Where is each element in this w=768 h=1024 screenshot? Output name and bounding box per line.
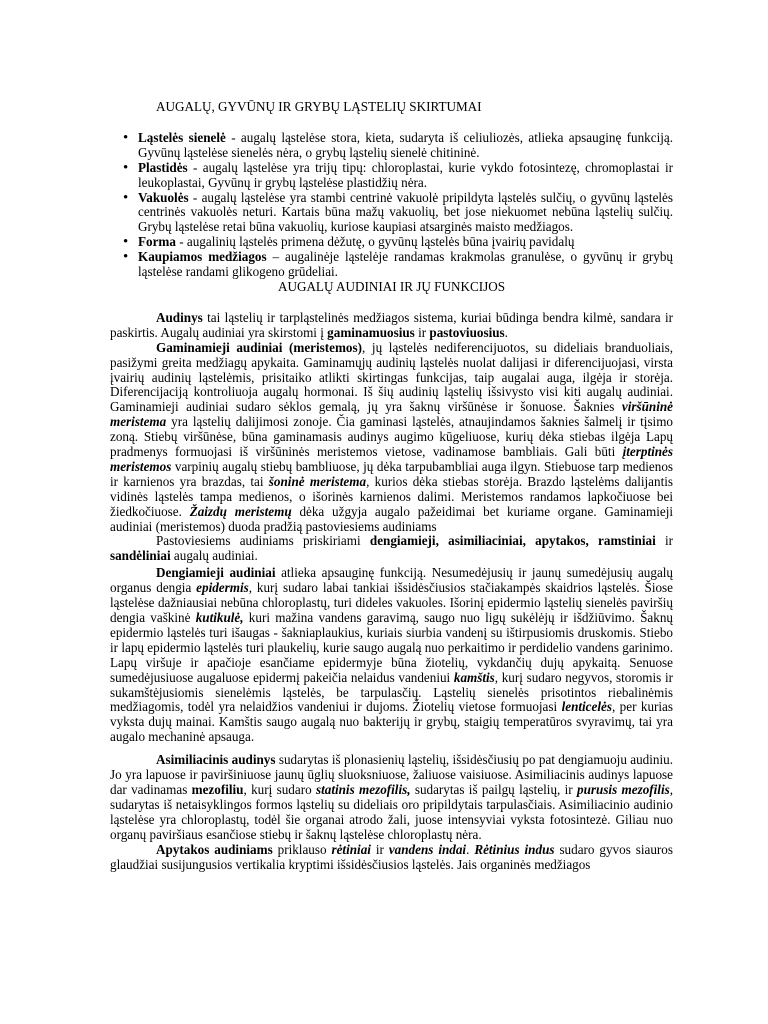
section-title-cell-differences: AUGALŲ, GYVŪNŲ IR GRYBŲ LĄSTELIŲ SKIRTUMAI: [156, 99, 482, 114]
bold-term: sandėliniai: [110, 548, 171, 564]
bold-italic-term: įterptinės meristemos: [110, 444, 673, 474]
bold-term: Apytakos audiniams: [156, 841, 273, 857]
bold-italic-term: Rėtinius indus: [474, 841, 555, 857]
text: ir: [414, 324, 430, 340]
list-item-term: Plastidės: [138, 159, 188, 175]
list-item-text: – augalinėje ląstelėje randamas krakmolas granulėse, o gyvūnų ir grybų ląstelėse randami glikogeno grūdeliai.: [138, 249, 673, 280]
paragraph-meristems: [110, 341, 673, 535]
text: sudarytas iš pailgų ląstelių, ir: [410, 781, 578, 797]
text: , kurios dėka stiebas storėja. Brazdo ląstelėms dalijantis vidinės ląstelės tampa medienos, o išorinės karnienos dalimi. Meristemos randamos lapkočiuose bei žiedkočiuose.: [110, 473, 673, 519]
bold-term: Dengiamieji audiniai: [156, 565, 276, 581]
bold-italic-term: šoninė meristema: [268, 473, 367, 489]
bold-term: gaminamuosius: [327, 324, 415, 340]
bold-italic-term: statinis mezofilis,: [315, 781, 411, 797]
list-item: [138, 250, 673, 280]
text: augalų audiniai.: [170, 548, 258, 564]
text: sudarytas iš plonasienių ląstelių, išsidėsčiusių po pat dengiamuoju audiniu. Jo yra lapuose ir paviršiniuose jaunų ūglių sluoksniuose, žaliuose vaisiuose. Asimiliacinis audinys lapuose dar vadinamas: [110, 752, 673, 797]
text: varpinių augalų stiebų bambliuose, jų dėka tarpubambliai auga ilgyn. Stiebuose tarp medienos ir karnienos yra brazdas, tai: [110, 458, 673, 489]
text: .: [466, 841, 475, 857]
bold-italic-term: rėtiniai: [331, 841, 371, 857]
bold-italic-term: viršūninė meristema: [110, 399, 673, 430]
section-title-plant-tissues: AUGALŲ AUDINIAI IR JŲ FUNKCIJOS: [277, 278, 506, 294]
text: atlieka apsauginę funkciją. Nesumedėjusių ir jaunų sumedėjusių augalų organus dengia: [110, 565, 673, 596]
text: ir: [655, 533, 673, 549]
paragraph-vascular-tissues: [110, 843, 673, 873]
text: , sudarytas iš netaisyklingos formos ląstelių su dideliais oro pripildytais tarpulasčiais. Asimiliacinio audinio ląstelėse yra chloroplastų, todėl šie organai atrodo žali, juose intensyviai vyksta fotosintezė. Giliau nuo organų paviršiaus esančiose stiebų ir šaknų ląstelėse chloroplastų nėra.: [110, 781, 674, 842]
text: , kurį sudaro: [243, 781, 316, 797]
text: dėka užgyja augalo pažeidimai bet kuriame organe. Gaminamieji audiniai (meristemos) duoda pradžią pastoviesiems audiniams: [110, 503, 674, 534]
list-item-text: - augalų ląstelėse stora, kieta, sudaryta iš celiuliozės, atlieka apsauginę funkciją. Gyvūnų ląstelėse sienelės nėra, o grybų ląstelių sienelė chitininė.: [138, 129, 674, 160]
bold-italic-term: lenticelės: [561, 699, 612, 715]
text: , kurį sudaro negyvos, storomis ir sukamštėjusiomis sienelėmis ląstelės, be tarpulasčių. Ląstelių sienelės prisotintos riebalinėmis medžiagomis, todėl yra nelaidžios vandeniui ir dujoms. Žiotelių vietose formuojasi: [110, 669, 673, 715]
paragraph-assimilation-tissue: [110, 753, 673, 842]
list-item-term: Forma: [138, 234, 176, 250]
bold-italic-term: Žaizdų meristemų: [189, 503, 292, 519]
paragraph-dermal-tissues: [110, 566, 673, 745]
bold-italic-term: kutikulė,: [195, 610, 244, 625]
list-item-term: Kaupiamos medžiagos: [138, 249, 267, 265]
bold-italic-term: epidermis: [196, 580, 249, 596]
bold-italic-term: purusis mezofilis: [577, 781, 670, 797]
text: , per kurias vyksta dujų mainai. Kamštis saugo augalą nuo bakterijų ir grybų, staigių temperatūros svyravimų, tai yra augalo mechaninė apsauga.: [110, 699, 673, 745]
list-item-text: - augalinių ląstelės primena dėžutę, o gyvūnų ląstelės būna įvairių pavidalų: [175, 234, 575, 250]
list-item: [138, 191, 673, 236]
text: Pastoviesiems audiniams priskiriami: [156, 533, 370, 549]
bold-term: dengiamieji, asimiliaciniai, apytakos, ramstiniai: [369, 533, 656, 549]
document-page: [110, 100, 673, 872]
bold-term: Asimiliacinis audinys: [156, 752, 276, 768]
bold-italic-term: vandens indai: [388, 841, 467, 857]
bold-term: pastoviuosius: [429, 324, 505, 340]
text: , jų ląstelės nediferencijuotos, su dideliais branduoliais, pasižymi greita medžiagų apykaita. Gaminamųjų audinių ląstelės nuolat dalijasi ir diferencijuojasi, virsta įvairių audinių ląstelėmis, prisitaiko atlikti skirtingas funkcijas, taip augalai auga, ilgėja ir storėja. Diferencijaciją kontroliuoja augalų hormonai. Iš šių audinių ląstelių išsivysto visi kiti augalų audiniai. Gaminamieji audiniai sudaro sėklos gemalą, jų yra šaknų viršūnėse ir šonuose. Šaknies: [110, 339, 673, 415]
list-item: [138, 235, 673, 250]
text: tai ląstelių ir tarpląstelinės medžiagos sistema, kuriai būdinga bendra kilmė, sandara ir paskirtis. Augalų audiniai yra skirstomi į: [110, 309, 673, 340]
text: priklauso: [272, 841, 332, 857]
list-item: [138, 131, 673, 161]
list-item-text: - augalų ląstelėse yra stambi centrinė vakuolė pripildyta ląstelės sulčių, o gyvūnų ląstelės centrinės vakuolės neturi. Kartais būna mažų vakuolių, bet jose niekuomet nebūna ląstelių sulčių. Grybų ląstelėse retai būna vakuolių, kuriose kaupiasi atsarginės maisto medžiagos.: [138, 189, 673, 235]
text: .: [504, 324, 508, 340]
text: , kurį sudaro labai tankiai išsidėsčiusios stačiakampės skaidrios ląstelės. Šiose ląstelėse dažniausiai nebūna chloroplastų, turi dideles vakuoles. Išorinį epidermio ląstelių sienelės paviršių dengia vaškinė: [110, 580, 673, 625]
text: ir: [370, 841, 389, 857]
paragraph-tissue-definition: [110, 311, 673, 341]
text: sudaro gyvos siauros glaudžiai susijungusios vertikalia kryptimi išsidėsčiusios ląstelės. Jais organinės medžiagos: [110, 841, 673, 872]
list-item-term: Ląstelės sienelė: [138, 129, 226, 145]
text: kuri mažina vandens garavimą, saugo nuo ligų sukėlėjų ir išdžiūvimo. Šaknų epidermio ląstelės turi išaugas - šakniaplaukius, kuriais siurbia vandenį su ištirpusiomis druskomis. Stiebo ir lapų epidermio ląstelės turi plaukelių, kurie saugo augalą nuo perkaitimo ir perdidelio vandens garinimo. Lapų viršuje ir apačioje esančiame epidermyje būna žiotelių, vykdančių dujų apykaitą. Senuose sumedėjusiuose augaluose epidermį pakeičia nelaidus vandeniui: [110, 610, 673, 685]
bold-italic-term: kamštis: [453, 669, 495, 685]
bold-term: mezofiliu: [191, 781, 244, 797]
text: yra ląstelių dalijimosi zonoje. Čia gaminasi ląstelės, atnaujindamos šaknies šalmelį ir tįsimo zoną. Stiebų viršūnėse, būna gaminamasis audinys augimo kūgeliuose, kurių dėka stiebas ilgėja Lapų pradmenys formuojasi iš viršūninės meristemos vietose, vadinamose bambliais. Gali būti: [110, 414, 673, 460]
list-item-text: - augalų ląstelėse yra trijų tipų: chloroplastai, kurie vykdo fotosintezę, chromoplastai ir leukoplastai, Gyvūnų ir grybų ląstelėse plastidžių nėra.: [138, 159, 673, 190]
bold-term: Gaminamieji audiniai (meristemos): [156, 339, 362, 355]
differences-list: [110, 131, 673, 280]
bold-term: Audinys: [156, 309, 203, 325]
list-item: [138, 161, 673, 191]
list-item-term: Vakuolės: [138, 189, 189, 205]
paragraph-permanent-tissues: [110, 534, 673, 564]
